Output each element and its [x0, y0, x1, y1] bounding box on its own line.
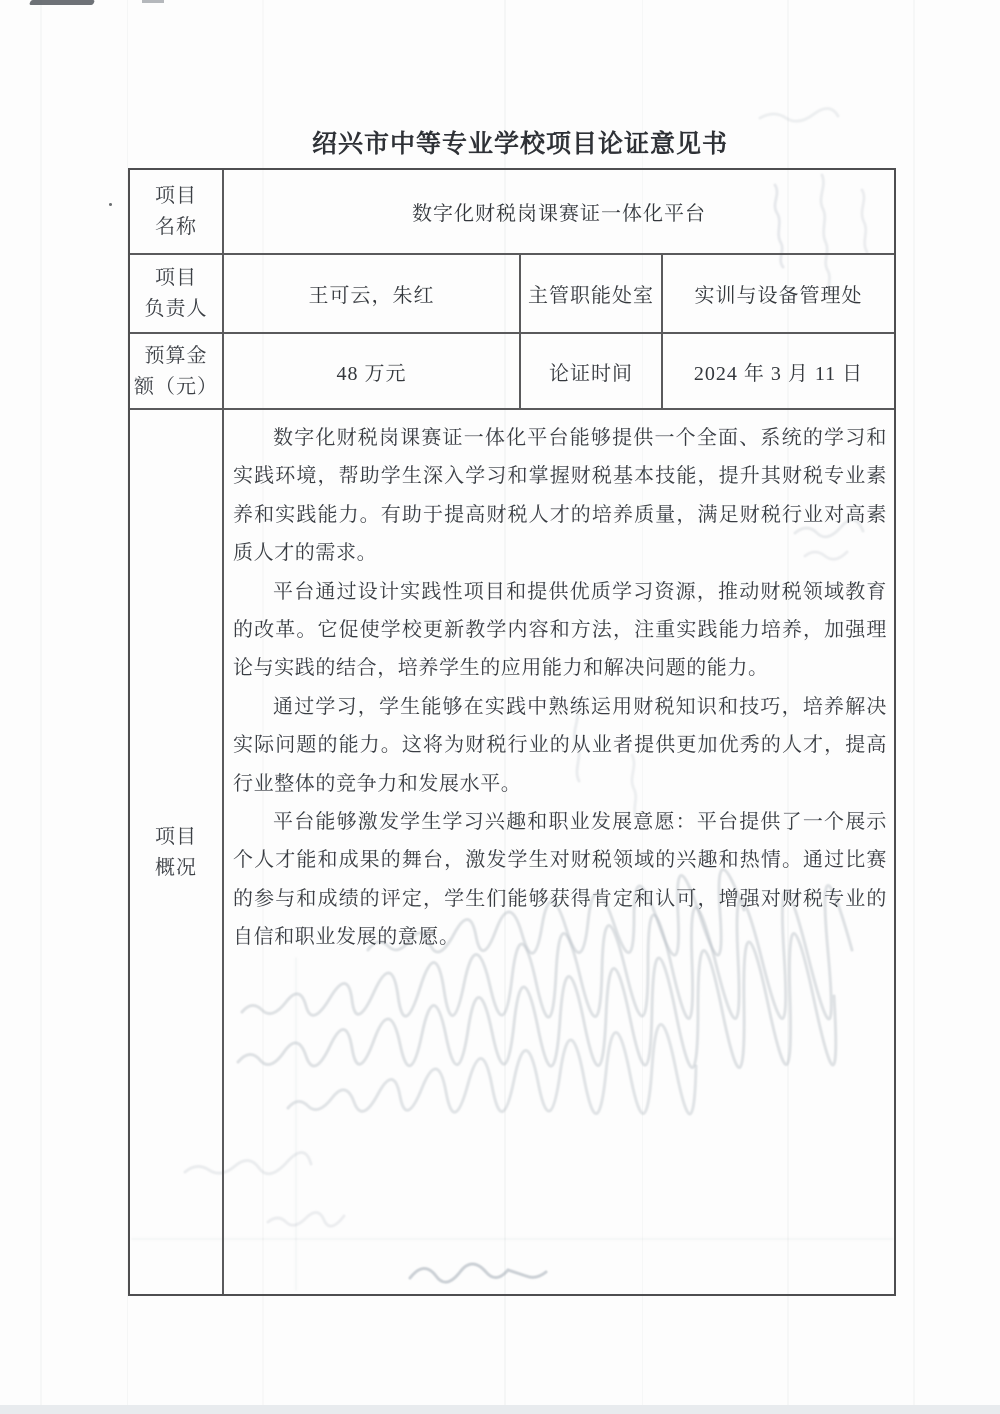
budget-value: [224, 334, 521, 408]
overview-paragraph: 数字化财税岗课赛证一体化平台能够提供一个全面、系统的学习和实践环境，帮助学生深入学习和掌握财税基本技能，提升其财税专业素养和实践能力。有助于提高财税人才的培养质量，满足财税行业对高素质人才的需求。: [233, 427, 887, 565]
project-leader-value: [224, 255, 521, 332]
budget-text: 48 万元: [336, 362, 407, 385]
project-name-label: [130, 170, 224, 253]
scan-smudge: [29, 0, 95, 5]
row-overview: [130, 410, 894, 1294]
supervising-office-value: [663, 255, 894, 332]
supervising-office-label-text: 主管职能处室: [528, 285, 654, 307]
label-line: 概况: [155, 856, 197, 879]
row-budget: [130, 334, 894, 410]
review-date-label: [521, 334, 663, 408]
project-name-value: [224, 170, 894, 253]
label-line: 负责人: [144, 298, 208, 320]
scan-edge-band: [0, 1405, 1000, 1414]
project-review-form: [128, 168, 896, 1296]
scanner-streak: [40, 0, 42, 1414]
label-line: 项目: [155, 825, 197, 848]
review-date-label-text: 论证时间: [549, 362, 633, 385]
ink-dot: [109, 203, 112, 206]
overview-paragraph: 平台通过设计实践性项目和提供优质学习资源，推动财税领域教育的改革。它促使学校更新教学内容和方法，注重实践能力培养，加强理论与实践的结合，培养学生的应用能力和解决问题的能力。: [233, 580, 887, 680]
project-leader-text: 王可云，朱红: [308, 285, 435, 307]
review-date-text: 2024 年 3 月 11 日: [693, 362, 864, 385]
supervising-office-label: [521, 255, 663, 332]
overview-label: [130, 410, 224, 1294]
budget-label: [130, 334, 224, 408]
row-project-leader: [130, 255, 894, 334]
scan-smudge: [142, 0, 164, 3]
overview-paragraph: 平台能够激发学生学习兴趣和职业发展意愿：平台提供了一个展示个人才能和成果的舞台，激发学生对财税领域的兴趣和热情。通过比赛的参与和成绩的评定，学生们能够获得肯定和认可，增强对财税专业的自信和职业发展的意愿。: [233, 811, 887, 949]
overview-paragraph: 通过学习，学生能够在实践中熟练运用财税知识和技巧，培养解决实际问题的能力。这将为财税行业的从业者提供更加优秀的人才，提高行业整体的竞争力和发展水平。: [233, 695, 887, 795]
supervising-office-text: 实训与设备管理处: [694, 285, 863, 307]
label-line: 额（元）: [134, 375, 218, 398]
label-line: 名称: [155, 216, 197, 238]
review-date-value: [663, 334, 894, 408]
project-leader-label: [130, 255, 224, 332]
label-line: 预算金: [144, 344, 208, 367]
scanner-streak: [913, 0, 915, 1414]
page-title: 绍兴市中等专业学校项目论证意见书: [311, 130, 728, 158]
row-project-name: [130, 170, 894, 255]
label-line: 项目: [155, 185, 197, 207]
overview-content: [224, 410, 894, 1294]
project-name-text: 数字化财税岗课赛证一体化平台: [412, 203, 706, 225]
label-line: 项目: [155, 267, 197, 289]
